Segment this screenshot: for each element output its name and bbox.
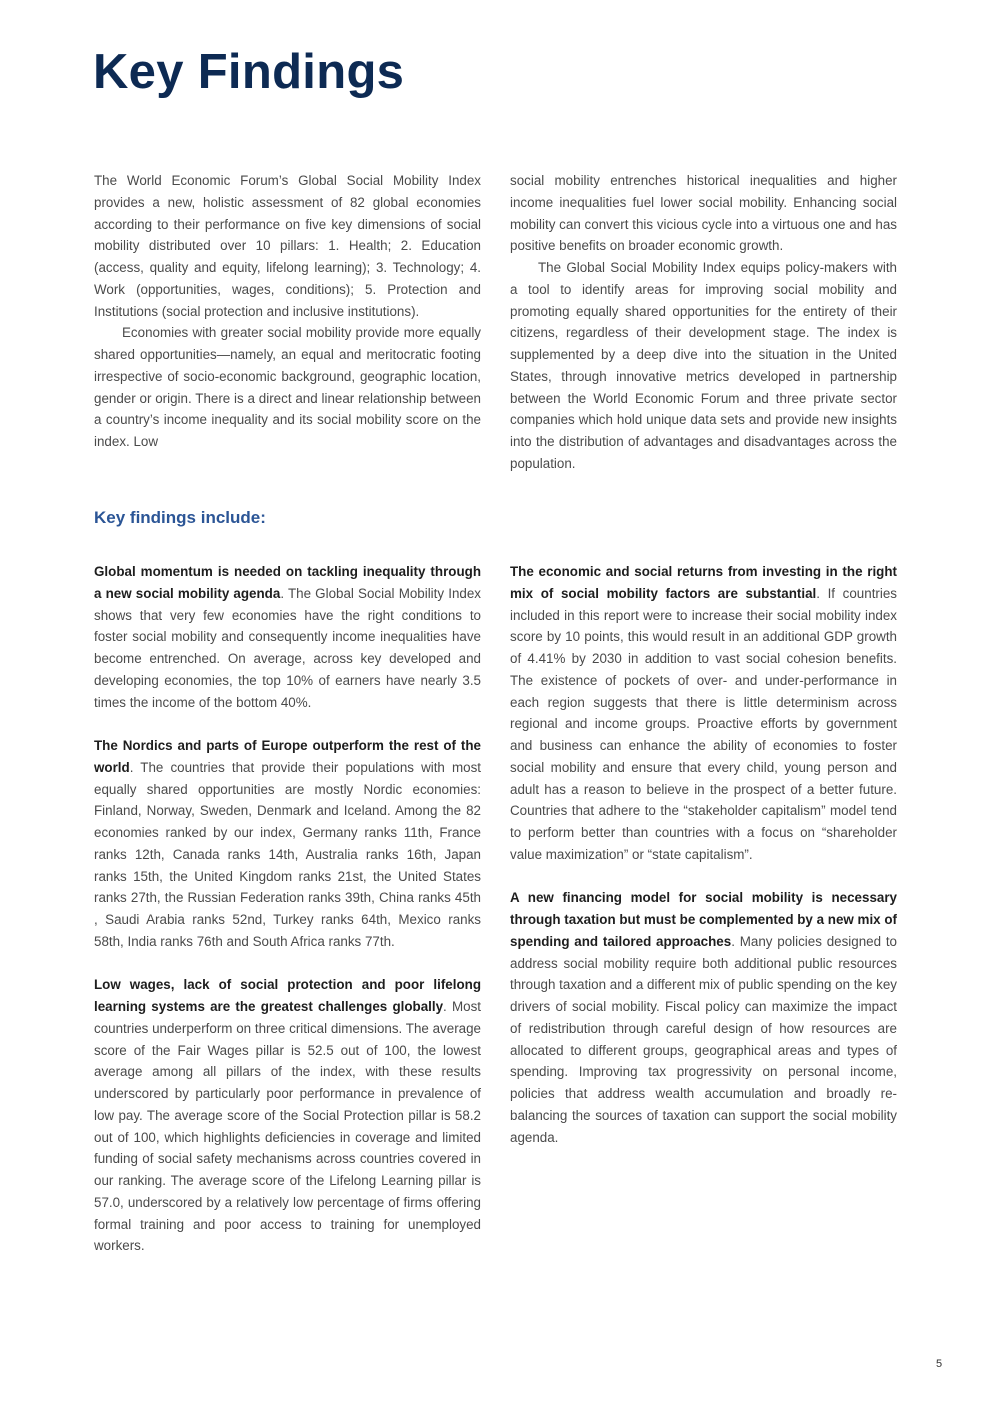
finding-paragraph [94, 561, 481, 713]
finding-text: . The countries that provide their populations with most equally shared opportunities are mostly Nordic economies: Finland, Norway, Sweden, Denmark and Iceland. Among the 82 economies ranked by our index, Germany ranks 11th, France ranks 12th, Canada ranks 14th, Australia ranks 16th, Japan ranks 15th, the United Kingdom ranks 21st, the United States ranks 27th, the Russian Federation ranks 39th, China ranks 45th , Saudi Arabia ranks 52nd, Turkey ranks 64th, Mexico ranks 58th, India ranks 76th and South Africa ranks 77th. [94, 759, 481, 949]
page-number: 5 [936, 1358, 943, 1370]
page-title: Key Findings [93, 45, 405, 99]
section-subheading: Key findings include: [94, 508, 266, 527]
intro-paragraph: The World Economic Forum’s Global Social Mobility Index provides a new, holistic assessment of 82 global economies according to their performance on five key dimensions of social mobility distributed over 10 pillars: 1. Health; 2. Education (access, quality and equity, lifelong learning); 3. Technology; 4. Work (opportunities, wages, conditions); 5. Protection and Institutions (social protection and inclusive institutions). [94, 173, 481, 319]
finding-paragraph [510, 561, 897, 866]
finding-paragraph [94, 974, 481, 1257]
finding-paragraph [510, 887, 897, 1148]
finding-text: . The Global Social Mobility Index shows that very few economies have the right conditions to foster social mobility and consequently income inequalities have become entrenched. On average, across key developed and developing economies, the top 10% of earners have nearly 3.5 times the income of the bottom 40%. [94, 585, 481, 710]
finding-text: . If countries included in this report were to increase their social mobility index score by 10 points, this would result in an additional GDP growth of 4.41% by 2030 in addition to vast social cohesion benefits. The existence of pockets of over- and under-performance in each region suggests that there is little determinism across regional and income groups. Proactive efforts by government and business can enhance the ability of economies to foster social mobility and ensure that every child, young person and adult has a reason to believe in the prospect of a better future. Countries that adhere to the “stakeholder capitalism” model tend to perform better than countries with a focus on “shareholder value maximization” or “state capitalism”. [510, 585, 897, 862]
intro-left-column [94, 170, 481, 453]
intro-paragraph: social mobility entrenches historical inequalities and higher income inequalities fuel lower social mobility. Enhancing social mobility can convert this vicious cycle into a virtuous one and has positive benefits on broader economic growth. [510, 173, 897, 254]
intro-paragraph: The Global Social Mobility Index equips policy-makers with a tool to identify areas for improving social mobility and promoting equally shared opportunities for the entirety of their citizens, regardless of their development stage. The index is supplemented by a deep dive into the situation in the United States, through innovative metrics developed in partnership between the World Economic Forum and three private sector companies which hold unique data sets and provide new insights into the distribution of advantages and disadvantages across the population. [510, 260, 897, 471]
finding-lead: The economic and social returns from investing in the right mix of social mobility factors are substantial [510, 564, 897, 601]
finding-paragraph [94, 735, 481, 953]
findings-left-column [94, 561, 481, 1257]
findings-right-column [510, 561, 897, 1148]
finding-lead: Global momentum is needed on tackling inequality through a new social mobility agenda [94, 564, 481, 601]
finding-text: . Most countries underperform on three critical dimensions. The average score of the Fair Wages pillar is 52.5 out of 100, the lowest average among all pillars of the index, with these results underscored by particularly poor performance in prevalence of low pay. The average score of the Social Protection pillar is 58.2 out of 100, which highlights deficiencies in coverage and limited funding of social safety mechanisms across countries covered in our ranking. The average score of the Lifelong Learning pillar is 57.0, underscored by a relatively low percentage of firms offering formal training and poor access to training for unemployed workers. [94, 999, 481, 1254]
finding-lead: Low wages, lack of social protection and poor lifelong learning systems are the greatest challenges globally [94, 977, 481, 1014]
intro-paragraph: Economies with greater social mobility provide more equally shared opportunities—namely, an equal and meritocratic footing irrespective of socio-economic background, geographic location, gender or origin. There is a direct and linear relationship between a country’s income inequality and its social mobility score on the index. Low [94, 325, 481, 449]
finding-lead: The Nordics and parts of Europe outperform the rest of the world [94, 738, 481, 775]
finding-text: . Many policies designed to address social mobility require both additional public resources through taxation and a different mix of public spending on the key drivers of social mobility. Fiscal policy can maximize the impact of redistribution through careful design of how resources are allocated to different groups, geographical areas and types of spending. Improving tax progressivity on personal income, policies that address wealth accumulation and broadly re-balancing the sources of taxation can support the social mobility agenda. [510, 933, 898, 1145]
finding-lead: A new financing model for social mobility is necessary through taxation but must be complemented by a new mix of spending and tailored approaches [510, 890, 897, 949]
intro-right-column [510, 170, 897, 475]
